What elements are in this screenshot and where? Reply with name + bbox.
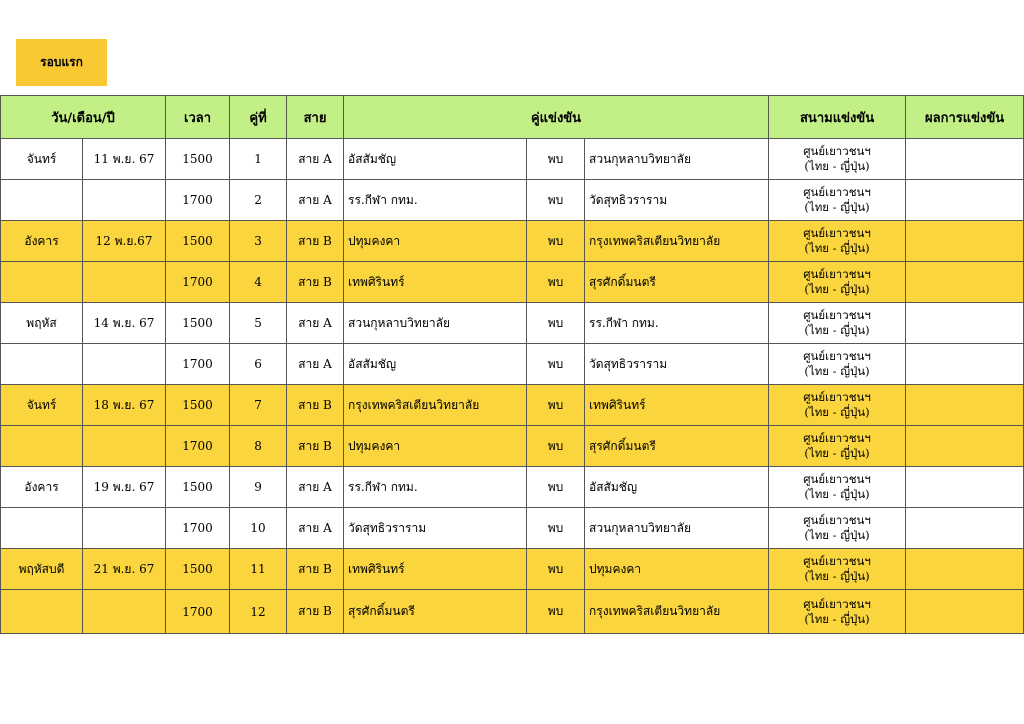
match-time: 1700: [166, 590, 230, 634]
match-venue: [769, 262, 906, 303]
match-result: [906, 139, 1024, 180]
venue-name: ศูนย์เยาวชนฯ: [803, 308, 871, 322]
match-pair-number: 7: [230, 385, 287, 426]
match-venue: [769, 344, 906, 385]
table-row: [1, 549, 1024, 590]
match-group: สาย B: [287, 262, 344, 303]
match-pair-number: 12: [230, 590, 287, 634]
match-result: [906, 426, 1024, 467]
match-day: อังคาร: [1, 221, 83, 262]
match-day: จันทร์: [1, 139, 83, 180]
match-day: พฤหัสบดี: [1, 549, 83, 590]
match-time: 1500: [166, 221, 230, 262]
versus-label: พบ: [527, 590, 585, 634]
home-team: สวนกุหลาบวิทยาลัย: [344, 303, 527, 344]
match-time: 1700: [166, 426, 230, 467]
table-row: [1, 508, 1024, 549]
match-venue: [769, 426, 906, 467]
match-time: 1700: [166, 262, 230, 303]
header-pair: คู่ที่: [230, 96, 287, 139]
header-venue: สนามแข่งขัน: [769, 96, 906, 139]
table-row: [1, 262, 1024, 303]
match-time: 1500: [166, 139, 230, 180]
match-group: สาย B: [287, 385, 344, 426]
away-team: สวนกุหลาบวิทยาลัย: [585, 508, 769, 549]
match-time: 1500: [166, 303, 230, 344]
match-day: [1, 426, 83, 467]
match-result: [906, 221, 1024, 262]
table-row: [1, 344, 1024, 385]
match-venue: [769, 180, 906, 221]
match-group: สาย A: [287, 467, 344, 508]
match-pair-number: 3: [230, 221, 287, 262]
match-group: สาย A: [287, 139, 344, 180]
match-date: 19 พ.ย. 67: [83, 467, 166, 508]
venue-detail: (ไทย - ญี่ปุ่น): [804, 487, 870, 501]
venue-name: ศูนย์เยาวชนฯ: [803, 226, 871, 240]
versus-label: พบ: [527, 385, 585, 426]
versus-label: พบ: [527, 344, 585, 385]
home-team: วัดสุทธิวราราม: [344, 508, 527, 549]
match-day: [1, 180, 83, 221]
home-team: ปทุมคงคา: [344, 221, 527, 262]
match-venue: [769, 303, 906, 344]
match-time: 1700: [166, 180, 230, 221]
match-result: [906, 303, 1024, 344]
venue-name: ศูนย์เยาวชนฯ: [803, 513, 871, 527]
versus-label: พบ: [527, 262, 585, 303]
home-team: สุรศักดิ์มนตรี: [344, 590, 527, 634]
table-row: [1, 426, 1024, 467]
venue-name: ศูนย์เยาวชนฯ: [803, 472, 871, 486]
table-row: [1, 139, 1024, 180]
header-date: วัน/เดือน/ปี: [1, 96, 166, 139]
match-date: [83, 426, 166, 467]
away-team: สุรศักดิ์มนตรี: [585, 262, 769, 303]
away-team: วัดสุทธิวราราม: [585, 180, 769, 221]
match-group: สาย A: [287, 344, 344, 385]
match-schedule-table: [0, 95, 1024, 634]
match-date: [83, 344, 166, 385]
header-matchup: คู่แข่งขัน: [344, 96, 769, 139]
header-result: ผลการแข่งขัน: [906, 96, 1024, 139]
match-result: [906, 549, 1024, 590]
match-venue: [769, 139, 906, 180]
home-team: กรุงเทพคริสเตียนวิทยาลัย: [344, 385, 527, 426]
match-venue: [769, 590, 906, 634]
match-day: [1, 262, 83, 303]
table-row: [1, 467, 1024, 508]
versus-label: พบ: [527, 467, 585, 508]
match-pair-number: 6: [230, 344, 287, 385]
match-pair-number: 11: [230, 549, 287, 590]
venue-detail: (ไทย - ญี่ปุ่น): [804, 282, 870, 296]
table-row: [1, 303, 1024, 344]
match-pair-number: 2: [230, 180, 287, 221]
match-date: [83, 262, 166, 303]
match-pair-number: 10: [230, 508, 287, 549]
venue-detail: (ไทย - ญี่ปุ่น): [804, 569, 870, 583]
match-date: 18 พ.ย. 67: [83, 385, 166, 426]
venue-name: ศูนย์เยาวชนฯ: [803, 267, 871, 281]
venue-name: ศูนย์เยาวชนฯ: [803, 349, 871, 363]
venue-detail: (ไทย - ญี่ปุ่น): [804, 200, 870, 214]
match-group: สาย A: [287, 180, 344, 221]
venue-detail: (ไทย - ญี่ปุ่น): [804, 323, 870, 337]
match-time: 1500: [166, 467, 230, 508]
match-date: [83, 508, 166, 549]
match-venue: [769, 467, 906, 508]
match-result: [906, 262, 1024, 303]
home-team: อัสสัมชัญ: [344, 139, 527, 180]
match-venue: [769, 549, 906, 590]
match-day: จันทร์: [1, 385, 83, 426]
match-date: 11 พ.ย. 67: [83, 139, 166, 180]
match-pair-number: 8: [230, 426, 287, 467]
match-time: 1500: [166, 549, 230, 590]
away-team: กรุงเทพคริสเตียนวิทยาลัย: [585, 221, 769, 262]
match-time: 1700: [166, 344, 230, 385]
home-team: รร.กีฬา กทม.: [344, 180, 527, 221]
venue-detail: (ไทย - ญี่ปุ่น): [804, 241, 870, 255]
match-time: 1700: [166, 508, 230, 549]
match-result: [906, 385, 1024, 426]
versus-label: พบ: [527, 221, 585, 262]
match-venue: [769, 221, 906, 262]
venue-name: ศูนย์เยาวชนฯ: [803, 431, 871, 445]
match-day: [1, 344, 83, 385]
table-row: [1, 385, 1024, 426]
away-team: วัดสุทธิวราราม: [585, 344, 769, 385]
match-result: [906, 508, 1024, 549]
away-team: ปทุมคงคา: [585, 549, 769, 590]
match-time: 1500: [166, 385, 230, 426]
match-date: 14 พ.ย. 67: [83, 303, 166, 344]
match-day: [1, 590, 83, 634]
venue-name: ศูนย์เยาวชนฯ: [803, 596, 871, 611]
venue-name: ศูนย์เยาวชนฯ: [803, 554, 871, 568]
venue-detail: (ไทย - ญี่ปุ่น): [804, 159, 870, 173]
away-team: สุรศักดิ์มนตรี: [585, 426, 769, 467]
away-team: อัสสัมชัญ: [585, 467, 769, 508]
match-venue: [769, 385, 906, 426]
match-pair-number: 5: [230, 303, 287, 344]
match-pair-number: 4: [230, 262, 287, 303]
venue-name: ศูนย์เยาวชนฯ: [803, 185, 871, 199]
match-group: สาย A: [287, 303, 344, 344]
versus-label: พบ: [527, 508, 585, 549]
venue-detail: (ไทย - ญี่ปุ่น): [804, 405, 870, 419]
versus-label: พบ: [527, 303, 585, 344]
match-group: สาย B: [287, 590, 344, 634]
home-team: ปทุมคงคา: [344, 426, 527, 467]
table-row: [1, 180, 1024, 221]
away-team: สวนกุหลาบวิทยาลัย: [585, 139, 769, 180]
home-team: รร.กีฬา กทม.: [344, 467, 527, 508]
home-team: อัสสัมชัญ: [344, 344, 527, 385]
venue-name: ศูนย์เยาวชนฯ: [803, 390, 871, 404]
match-result: [906, 467, 1024, 508]
versus-label: พบ: [527, 426, 585, 467]
match-day: อังคาร: [1, 467, 83, 508]
header-group: สาย: [287, 96, 344, 139]
match-pair-number: 1: [230, 139, 287, 180]
venue-detail: (ไทย - ญี่ปุ่น): [804, 528, 870, 542]
match-date: 12 พ.ย.67: [83, 221, 166, 262]
venue-detail: (ไทย - ญี่ปุ่น): [804, 446, 870, 460]
away-team: เทพศิรินทร์: [585, 385, 769, 426]
venue-detail: (ไทย - ญี่ปุ่น): [804, 611, 870, 626]
table-row: [1, 221, 1024, 262]
match-result: [906, 590, 1024, 634]
match-group: สาย A: [287, 508, 344, 549]
match-date: [83, 180, 166, 221]
venue-name: ศูนย์เยาวชนฯ: [803, 144, 871, 158]
match-pair-number: 9: [230, 467, 287, 508]
away-team: รร.กีฬา กทม.: [585, 303, 769, 344]
table-row: [1, 590, 1024, 634]
home-team: เทพศิรินทร์: [344, 549, 527, 590]
versus-label: พบ: [527, 180, 585, 221]
header-row: [1, 96, 1024, 139]
match-group: สาย B: [287, 426, 344, 467]
away-team: กรุงเทพคริสเตียนวิทยาลัย: [585, 590, 769, 634]
round-label: รอบแรก: [16, 39, 107, 86]
match-result: [906, 344, 1024, 385]
versus-label: พบ: [527, 139, 585, 180]
match-day: [1, 508, 83, 549]
home-team: เทพศิรินทร์: [344, 262, 527, 303]
match-day: พฤหัส: [1, 303, 83, 344]
match-date: [83, 590, 166, 634]
match-group: สาย B: [287, 221, 344, 262]
venue-detail: (ไทย - ญี่ปุ่น): [804, 364, 870, 378]
match-venue: [769, 508, 906, 549]
header-time: เวลา: [166, 96, 230, 139]
versus-label: พบ: [527, 549, 585, 590]
match-group: สาย B: [287, 549, 344, 590]
match-result: [906, 180, 1024, 221]
match-date: 21 พ.ย. 67: [83, 549, 166, 590]
